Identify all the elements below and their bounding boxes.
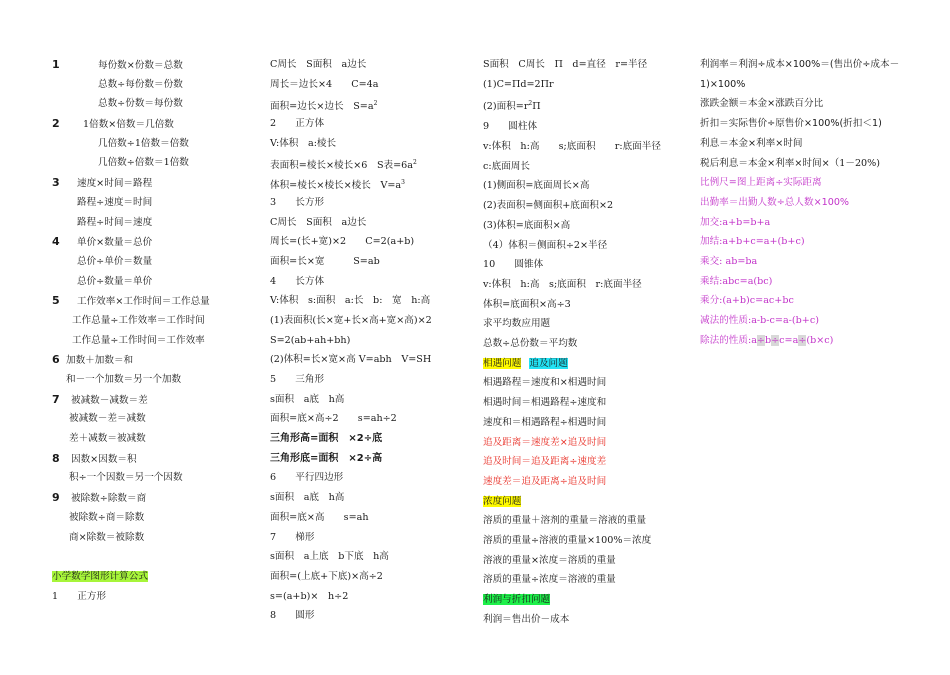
formula-line: s面积 a底 h高 — [270, 393, 345, 405]
formula-line: 表面积=棱长×棱长×6 S表$=6a^2$ — [270, 159, 417, 172]
formula-line: 3 速度×时间＝路程 — [52, 176, 153, 190]
formula-line: 2 1倍数×倍数＝几倍数 — [52, 117, 174, 131]
formula-line: （4）体积＝侧面积÷2×半径 — [483, 239, 608, 251]
formula-line: (3)体积=底面积×高 — [483, 219, 571, 231]
formula-line: 总数÷份数＝每份数 — [98, 98, 183, 110]
formula-line: 8 圆形 — [270, 610, 315, 622]
formula-line: 3 长方形 — [270, 196, 325, 208]
formula-line: 面积=底×高÷2 s=ah÷2 — [270, 413, 397, 425]
formula-line: 溶质的重量÷溶液的重量×100%＝浓度 — [483, 535, 652, 547]
formula-line: 商×除数＝被除数 — [69, 531, 145, 543]
formula-line-magenta: 乘分:(a+b)c=ac+bc — [700, 295, 794, 307]
formula-line: 2 正方体 — [270, 118, 325, 130]
formula-line: 4 单价×数量＝总价 — [52, 235, 153, 249]
formula-line-magenta: 乘结:abc=a(bc) — [700, 275, 773, 287]
formula-line: 面积=(上底+下底)×高÷2 — [270, 570, 383, 582]
formula-line: 和－一个加数＝另一个加数 — [66, 374, 182, 385]
formula-line: (2)面积$=r^2\Pi$ — [483, 100, 541, 113]
formula-line: 积÷一个因数＝另一个因数 — [69, 472, 183, 484]
formula-line-magenta: 乘交: ab=ba — [700, 256, 758, 268]
formula-line: s面积 a底 h高 — [270, 492, 345, 504]
formula-line: 9 被除数÷除数＝商 — [52, 491, 147, 505]
formula-line: S=2(ab+ah+bh) — [270, 334, 351, 346]
formula-line-bold: 三角形高=面积 ×2÷底 — [270, 433, 383, 445]
formula-line: 速度和＝相遇路程÷相遇时间 — [483, 416, 607, 428]
formula-line: 总价÷数量＝单价 — [77, 275, 153, 287]
formula-line: C周长 S面积 a边长 — [270, 216, 367, 228]
section-heading-profit-discount: 利润与折扣问题 — [483, 594, 551, 606]
formula-line-magenta: 减法的性质:a-b-c=a-(b+c) — [700, 315, 819, 327]
formula-line: 几倍数÷倍数＝1倍数 — [98, 157, 189, 169]
formula-line: 6 加数＋加数＝和 — [52, 353, 134, 367]
column-solids-and-word-problems — [483, 55, 688, 630]
formula-line: 路程÷时间＝速度 — [77, 216, 153, 228]
formula-line: V:体积 s:面积 a:长 b: 宽 h:高 — [270, 295, 431, 307]
formula-line-red: 追及时间＝追及距离÷速度差 — [483, 456, 607, 468]
column-geometry — [270, 55, 470, 626]
formula-line: 几倍数÷1倍数＝倍数 — [98, 137, 189, 149]
formula-line: (1)表面积(长×宽+长×高+宽×高)×2 — [270, 314, 432, 326]
formula-line: S面积 C周长 Π d=直径 r=半径 — [483, 59, 648, 70]
formula-line: 7 梯形 — [270, 531, 315, 543]
formula-line: 利润率＝利润÷成本×100%＝(售出价÷成本－1)×100% — [700, 59, 900, 90]
formula-line: 差＋减数＝被减数 — [69, 433, 146, 445]
formula-line: 溶质的重量÷浓度＝溶液的重量 — [483, 574, 616, 586]
formula-line-magenta: 加交:a+b=b+a — [700, 216, 771, 228]
formula-line: 面积=长×宽 S=ab — [270, 255, 380, 267]
formula-line: 被除数÷商＝除数 — [69, 511, 145, 523]
formula-line: 相遇路程＝速度和×相遇时间 — [483, 377, 607, 389]
column-arithmetic — [52, 55, 252, 606]
formula-line-magenta: 出勤率＝出勤人数÷总人数×100% — [700, 196, 850, 208]
formula-line: 周长＝边长×4 C=4a — [270, 78, 379, 90]
formula-line: 工作总量÷工作效率＝工作时间 — [72, 314, 205, 326]
column-finance-and-laws — [700, 55, 905, 351]
formula-line: 求平均数应用题 — [483, 318, 551, 330]
formula-line: 1 每份数×份数＝总数 — [52, 58, 183, 71]
formula-line: 面积=底×高 s=ah — [270, 511, 369, 523]
formula-line-bold: 三角形底=面积 ×2÷高 — [270, 452, 383, 464]
formula-line: 5 工作效率×工作时间＝工作总量 — [52, 294, 210, 308]
section-heading-meeting-chasing: 相遇问题 追及问题 — [483, 357, 568, 369]
formula-line-magenta: 加结:a+b+c=a+(b+c) — [700, 236, 805, 248]
formula-line: 路程÷速度＝时间 — [77, 196, 153, 208]
formula-line: (2)表面积=侧面积+底面积×2 — [483, 200, 614, 212]
formula-line: 折扣＝实际售价÷原售价×100%(折扣＜1) — [700, 118, 882, 130]
formula-line: 溶液的重量×浓度＝溶质的重量 — [483, 554, 616, 566]
formula-line: 体积=棱长×棱长×棱长 $V=a^3$ — [270, 179, 405, 192]
formula-line: 9 圆柱体 — [483, 121, 538, 133]
formula-line: C周长 S面积 a边长 — [270, 59, 367, 70]
formula-line: 7 被减数－减数＝差 — [52, 392, 148, 406]
formula-line: 利润＝售出价－成本 — [483, 613, 570, 625]
formula-line-red: 速度差＝追及距离÷追及时间 — [483, 475, 607, 487]
formula-line: 总价÷单价＝数量 — [77, 255, 153, 267]
formula-line: (1)侧面积=底面周长×高 — [483, 180, 590, 192]
formula-line: 工作总量÷工作时间＝工作效率 — [72, 334, 205, 346]
formula-line: 被减数－差＝减数 — [69, 413, 146, 425]
formula-line: 溶质的重量＋溶剂的重量＝溶液的重量 — [483, 515, 647, 527]
formula-line-magenta: 比例尺=图上距离÷实际距离 — [700, 177, 822, 189]
formula-line: 5 三角形 — [270, 374, 325, 385]
formula-line-magenta: 除法的性质:a÷b÷c=a÷(b×c) — [700, 334, 834, 346]
formula-line: 面积=边长×边长 $S=a^2$ — [270, 100, 378, 113]
formula-line: s=(a+b)× h÷2 — [270, 590, 349, 602]
formula-line: 涨跌金额＝本金×涨跌百分比 — [700, 98, 824, 110]
formula-line: 体积=底面积×高÷3 — [483, 298, 571, 310]
section-heading-geometry: 小学数学图形计算公式 — [52, 570, 148, 582]
formula-line: 利息＝本金×利率×时间 — [700, 137, 803, 149]
formula-line: 8 因数×因数＝积 — [52, 451, 137, 465]
formula-line: 10 圆锥体 — [483, 259, 544, 271]
formula-line: V:体积 a:棱长 — [270, 137, 337, 149]
formula-line: (2)体积=长×宽×高 V=abh V=SH — [270, 354, 432, 366]
formula-line: 相遇时间＝相遇路程÷速度和 — [483, 397, 607, 409]
formula-line: 税后利息＝本金×利率×时间×（1－20%) — [700, 157, 881, 169]
formula-line: 总数÷每份数＝份数 — [98, 78, 183, 90]
formula-line: s面积 a上底 b下底 h高 — [270, 551, 389, 563]
formula-line: 1 正方形 — [52, 590, 107, 602]
formula-line-red: 追及距离＝速度差×追及时间 — [483, 436, 607, 448]
formula-line: 6 平行四边形 — [270, 472, 344, 484]
formula-line: 总数÷总份数＝平均数 — [483, 338, 578, 350]
section-heading-concentration: 浓度问题 — [483, 495, 522, 507]
formula-line: v:体积 h:高 s;底面积 r:底面半径 c:底面周长 — [483, 141, 681, 172]
formula-line: (1)C=Πd=2Πr — [483, 78, 554, 90]
formula-line: 4 长方体 — [270, 275, 325, 287]
formula-line: 周长=(长+宽)×2 C=2(a+b) — [270, 236, 415, 248]
formula-line: v:体积 h:高 s;底面积 r:底面半径 — [483, 278, 642, 290]
